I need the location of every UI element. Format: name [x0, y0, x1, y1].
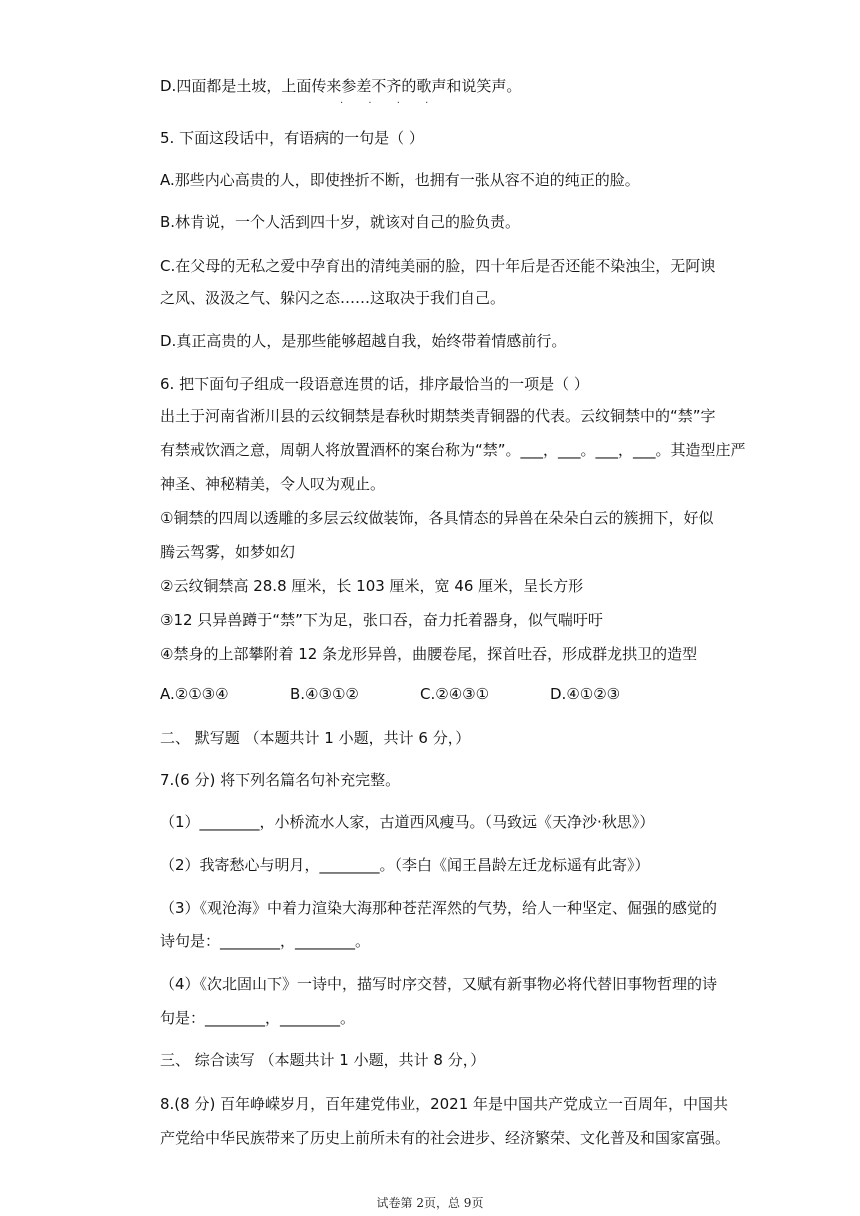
- q6-passage-line2: 有禁戒饮酒之意，周朝人将放置酒杯的案台称为“禁”。___，___。___，___。其造型庄严: [160, 441, 746, 459]
- q6-option-c: C.②④③①: [420, 685, 490, 703]
- q5-stem: 5. 下面这段话中，有语病的一句是（ ）: [160, 129, 424, 147]
- q5-option-b: B.林肯说，一个人活到四十岁，就该对自己的脸负责。: [160, 213, 521, 231]
- q7-item-1: （1）________，小桥流水人家，古道西风瘦马。（马致远《天净沙·秋思》）: [160, 813, 655, 831]
- q7-stem: 7.(6 分) 将下列名篇名句补充完整。: [160, 771, 401, 789]
- q6-passage-line1: 出土于河南省淅川县的云纹铜禁是春秋时期禁类青铜器的代表。云纹铜禁中的“禁”字: [160, 407, 716, 425]
- page-footer: 试卷第 2页，总 9页: [376, 1196, 484, 1210]
- q5-option-d: D.真正高贵的人，是那些能够超越自我，始终带着情感前行。: [160, 332, 567, 350]
- section-2-heading: 二、 默写题 （本题共计 1 小题，共计 6 分，）: [160, 729, 471, 747]
- q7-item-2: （2）我寄愁心与明月，________。（李白《闻王昌龄左迁龙标遥有此寄》）: [160, 856, 650, 874]
- q6-option-a: A.②①③④: [160, 685, 229, 703]
- q6-options: [160, 684, 620, 704]
- q6-sentence-3: ③12 只异兽蹲于“禁”下为足，张口吞，奋力托着器身，似气喘吁吁: [160, 611, 603, 629]
- q6-sentence-4: ④禁身的上部攀附着 12 条龙形异兽，曲腰卷尾，探首吐吞，形成群龙拱卫的造型: [160, 645, 698, 663]
- q5-option-c-line2: 之风、汲汲之气、躲闪之态……这取决于我们自己。: [160, 289, 506, 307]
- q7-item-4-line2: 句是：________，________。: [160, 1009, 356, 1027]
- q6-sentence-1-line2: 腾云驾雾，如梦如幻: [160, 543, 296, 561]
- q6-option-d: D.④①②③: [550, 685, 621, 703]
- section-3-heading: 三、 综合读写 （本题共计 1 小题，共计 8 分，）: [160, 1051, 486, 1069]
- q6-passage-line3: 神圣、神秘精美，令人叹为观止。: [160, 475, 386, 493]
- q6-option-b: B.④③①②: [290, 685, 359, 703]
- q7-item-3-line2: 诗句是：________，________。: [160, 932, 371, 950]
- q6-stem: 6. 把下面句子组成一段语意连贯的话，排序最恰当的一项是（ ）: [160, 375, 589, 393]
- q7-item-4-line1: （4）《次北固山下》一诗中，描写时序交替，又赋有新事物必将代替旧事物哲理的诗: [160, 975, 718, 993]
- emphasis-dots: · · · ·: [340, 98, 440, 109]
- q5-option-a: A.那些内心高贵的人，即使挫折不断，也拥有一张从容不迫的纯正的脸。: [160, 171, 640, 189]
- q8-line1: 8.(8 分) 百年峥嵘岁月，百年建党伟业，2021 年是中国共产党成立一百周年，中国共: [160, 1095, 729, 1113]
- q8-line2: 产党给中华民族带来了历史上前所未有的社会进步、经济繁荣、文化普及和国家富强。: [160, 1129, 731, 1147]
- q4-option-d: D.四面都是土坡，上面传来参差不齐的歌声和说笑声。: [160, 77, 522, 95]
- q6-sentence-1-line1: ①铜禁的四周以透雕的多层云纹做装饰，各具情态的异兽在朵朵白云的簇拥下，好似: [160, 509, 714, 527]
- q7-item-3-line1: （3）《观沧海》中着力渲染大海那种苍茫浑然的气势，给人一种坚定、倔强的感觉的: [160, 899, 718, 917]
- q6-sentence-2: ②云纹铜禁高 28.8 厘米，长 103 厘米，宽 46 厘米，呈长方形: [160, 577, 584, 595]
- q5-option-c-line1: C.在父母的无私之爱中孕育出的清纯美丽的脸，四十年后是否还能不染浊尘，无阿谀: [160, 257, 716, 275]
